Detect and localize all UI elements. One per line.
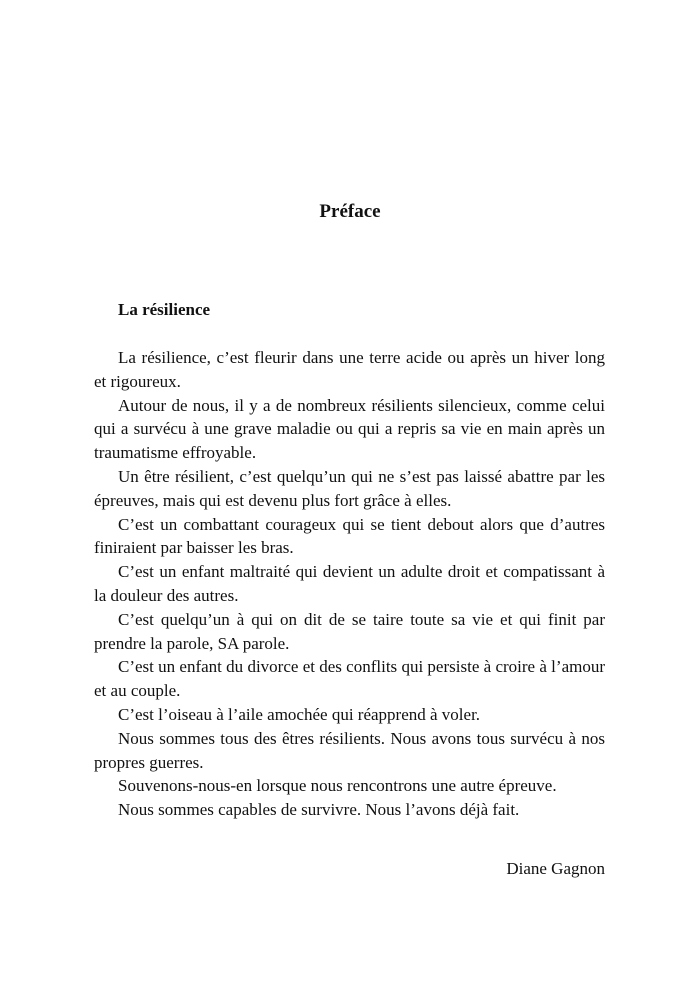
paragraph: C’est l’oiseau à l’aile amochée qui réapprend à voler. (118, 704, 481, 724)
paragraph: C’est un enfant du divorce et des conflits qui persiste à croire à l’amour et au couple. (94, 657, 605, 701)
paragraph: Nous sommes capables de survivre. Nous l’avons déjà fait. (118, 800, 520, 820)
paragraph: La résilience, c’est fleurir dans une terre acide ou après un hiver long et rigoureux. (94, 348, 605, 391)
paragraph: Nous sommes tous des êtres résilients. Nous avons tous survécu à nos propres guerres. (94, 728, 605, 772)
paragraph: C’est un combattant courageux qui se tient debout alors que d’autres finiraient par baisser les bras. (94, 514, 605, 558)
author-signature: Diane Gagnon (506, 859, 605, 878)
page-title: Préface (319, 201, 381, 222)
paragraph: Autour de nous, il y a de nombreux résilients silencieux, comme celui qui a survécu à une grave maladie ou qui a repris sa vie en main après un traumatisme effroyable. (94, 395, 605, 463)
preface-body (94, 346, 605, 822)
paragraph: C’est un enfant maltraité qui devient un adulte droit et compatissant à la douleur des autres. (94, 562, 605, 605)
section-heading: La résilience (118, 300, 211, 319)
paragraph: C’est quelqu’un à qui on dit de se taire toute sa vie et qui finit par prendre la parole, SA parole. (94, 609, 605, 653)
paragraph: Un être résilient, c’est quelqu’un qui ne s’est pas laissé abattre par les épreuves, mais qui est devenu plus fort grâce à elles. (94, 466, 605, 510)
paragraph: Souvenons-nous-en lorsque nous rencontrons une autre épreuve. (118, 776, 557, 796)
